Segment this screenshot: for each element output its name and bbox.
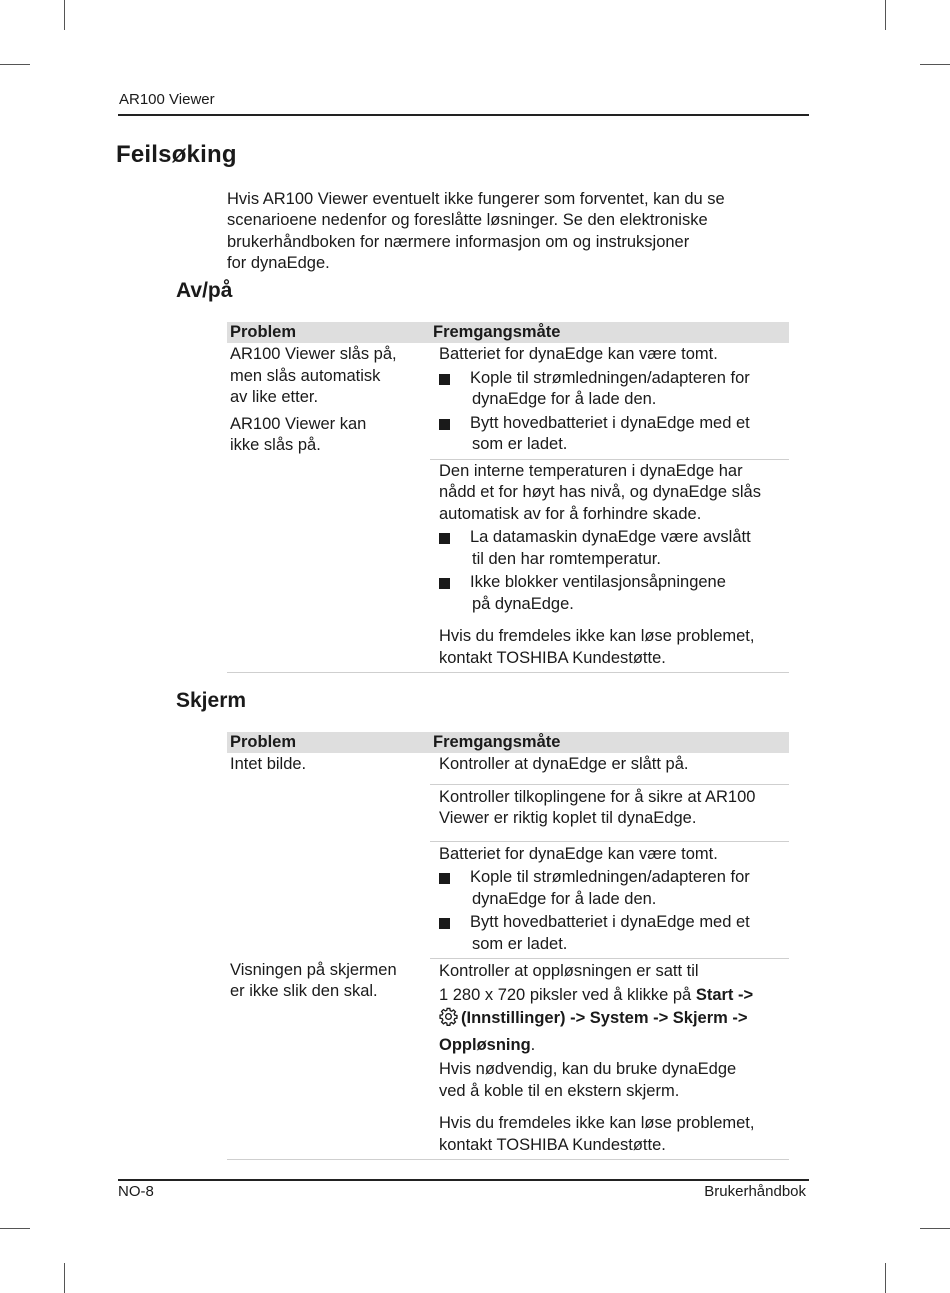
solution-cell bbox=[430, 959, 789, 1160]
problem-text: Intet bilde. bbox=[230, 755, 307, 773]
crop-mark bbox=[64, 0, 65, 30]
table-row bbox=[227, 959, 789, 1160]
problem-text: AR100 Viewer slås på, men slås automatisk av like etter. bbox=[230, 345, 397, 406]
contact-text: Hvis du fremdeles ikke kan løse problemet, kontakt TOSHIBA Kundestøtte. bbox=[439, 627, 755, 667]
bullet-item: La datamaskin dynaEdge være avslått til den har romtemperatur. bbox=[439, 527, 785, 570]
bullet-item: Kople til strømledningen/adapteren for dynaEdge for å lade den. bbox=[439, 368, 785, 411]
table-row bbox=[227, 343, 789, 459]
bullet-item: Ikke blokker ventilasjonsåpningene på dynaEdge. bbox=[439, 572, 785, 615]
solution-text: Den interne temperaturen i dynaEdge har nådd et for høyt has nivå, og dynaEdge slås automatisk av for å forhindre skade. bbox=[439, 461, 761, 523]
solution-cell bbox=[430, 753, 789, 784]
power-table bbox=[227, 322, 789, 673]
page-title: Feilsøking bbox=[116, 141, 237, 168]
problem-text: Visningen på skjermen er ikke slik den skal. bbox=[230, 960, 397, 1000]
bullet-item: Kople til strømledningen/adapteren for dynaEdge for å lade den. bbox=[439, 867, 785, 910]
solution-cell bbox=[430, 784, 789, 841]
table-row bbox=[227, 753, 789, 784]
solution-text: Batteriet for dynaEdge kan være tomt. bbox=[439, 345, 718, 363]
solution-text: Kontroller at oppløsningen er satt til 1 280 x 720 piksler ved å klikke på Start -> (Innstillinger) -> System -> Skjerm -> Oppløsning. bbox=[439, 962, 754, 1054]
running-header: AR100 Viewer bbox=[119, 91, 215, 108]
crop-mark bbox=[64, 1263, 65, 1293]
solution-text: Batteriet for dynaEdge kan være tomt. bbox=[439, 844, 718, 863]
square-bullet-icon bbox=[439, 533, 450, 544]
problem-cell bbox=[227, 343, 430, 673]
intro-line: scenarioene nedenfor og foreslåtte løsninger. Se den elektroniske bbox=[227, 211, 708, 230]
contact-text: Hvis du fremdeles ikke kan løse problemet, kontakt TOSHIBA Kundestøtte. bbox=[439, 1114, 755, 1154]
square-bullet-icon bbox=[439, 578, 450, 589]
crop-mark bbox=[920, 64, 950, 65]
square-bullet-icon bbox=[439, 419, 450, 430]
solution-text: Hvis nødvendig, kan du bruke dynaEdge ved å koble til en ekstern skjerm. bbox=[439, 1060, 737, 1100]
solution-text: Kontroller at dynaEdge er slått på. bbox=[439, 755, 689, 773]
gear-icon bbox=[439, 1007, 458, 1034]
column-header-problem: Problem bbox=[227, 322, 430, 343]
page-number: NO-8 bbox=[118, 1183, 154, 1200]
crop-mark bbox=[885, 0, 886, 30]
square-bullet-icon bbox=[439, 374, 450, 385]
power-heading: Av/på bbox=[176, 279, 233, 302]
problem-cell bbox=[227, 753, 430, 959]
crop-mark bbox=[0, 64, 30, 65]
footer-rule bbox=[118, 1179, 809, 1181]
bullet-item: Bytt hovedbatteriet i dynaEdge med et som er ladet. bbox=[439, 413, 785, 456]
column-header-solution: Fremgangsmåte bbox=[430, 322, 789, 343]
problem-cell bbox=[227, 959, 430, 1160]
intro-paragraph bbox=[227, 189, 787, 274]
intro-line: for dynaEdge. bbox=[227, 253, 330, 272]
table-header-row bbox=[227, 322, 789, 343]
column-header-solution: Fremgangsmåte bbox=[430, 732, 789, 753]
intro-line: brukerhåndboken for nærmere informasjon om og instruksjoner bbox=[227, 232, 690, 251]
solution-cell bbox=[430, 459, 789, 673]
display-heading: Skjerm bbox=[176, 689, 247, 712]
square-bullet-icon bbox=[439, 873, 450, 884]
crop-mark bbox=[0, 1228, 30, 1229]
crop-mark bbox=[920, 1228, 950, 1229]
solution-cell bbox=[430, 841, 789, 959]
display-table bbox=[227, 732, 789, 1160]
solution-cell bbox=[430, 343, 789, 459]
table-header-row bbox=[227, 732, 789, 753]
problem-text: AR100 Viewer kan ikke slås på. bbox=[230, 414, 367, 454]
manual-name: Brukerhåndbok bbox=[704, 1183, 806, 1200]
column-header-problem: Problem bbox=[227, 732, 430, 753]
intro-line: Hvis AR100 Viewer eventuelt ikke fungerer som forventet, kan du se bbox=[227, 190, 725, 208]
solution-text: Kontroller tilkoplingene for å sikre at AR100 Viewer er riktig koplet til dynaEdge. bbox=[439, 787, 756, 827]
header-rule bbox=[118, 114, 809, 116]
square-bullet-icon bbox=[439, 918, 450, 929]
bullet-item: Bytt hovedbatteriet i dynaEdge med et som er ladet. bbox=[439, 912, 785, 955]
crop-mark bbox=[885, 1263, 886, 1293]
